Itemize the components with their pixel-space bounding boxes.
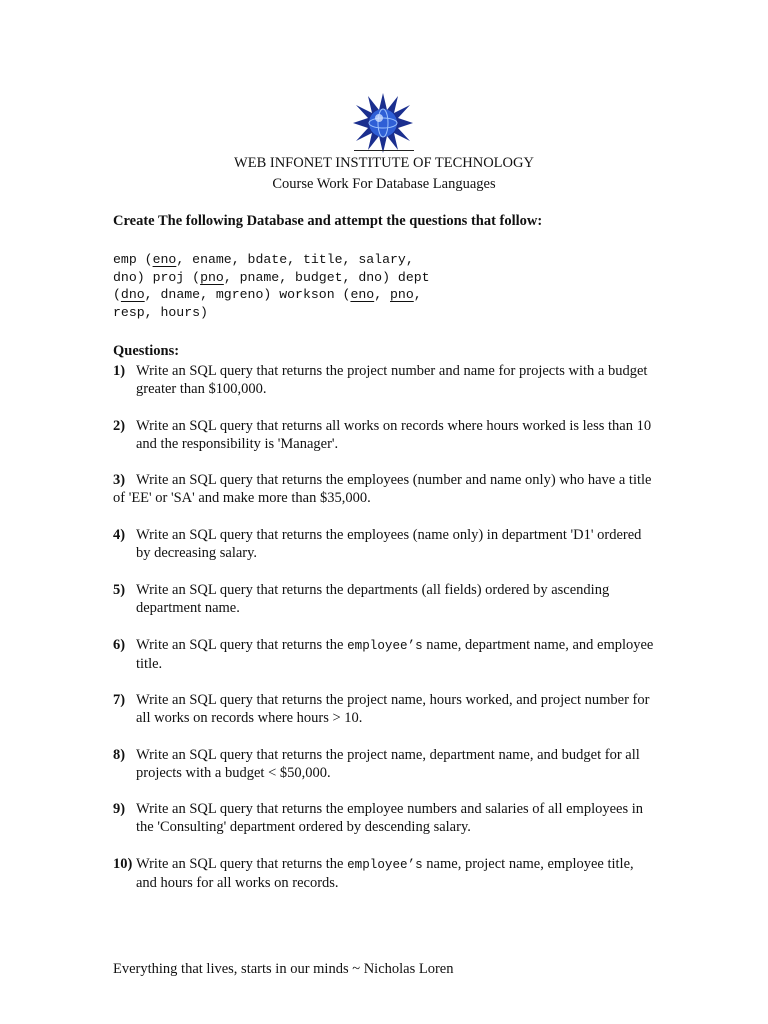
- schema-text: ,: [374, 287, 391, 303]
- question-number: 10): [113, 856, 133, 872]
- question-number: 8): [113, 747, 126, 763]
- schema-key: eno: [152, 252, 177, 267]
- question-item: [113, 581, 658, 618]
- question-text-mono: employee’s: [347, 639, 423, 653]
- course-title: Course Work For Database Languages: [272, 176, 496, 192]
- question-text: Write an SQL query that returns the project name, department name, and budget for all projects with a budget < $50,000.: [136, 747, 640, 782]
- question-number: 5): [113, 582, 126, 598]
- question-text: Write an SQL query that returns the project name, hours worked, and project number for all works on records where hours > 10.: [136, 692, 650, 727]
- schema-line: [113, 286, 553, 304]
- schema-key: eno: [350, 287, 375, 303]
- question-text: [113, 855, 658, 893]
- question-text: Write an SQL query that returns the departments (all fields) ordered by ascending department name.: [136, 582, 610, 617]
- schema-line: [113, 251, 553, 269]
- schema-line: [113, 269, 553, 287]
- question-number: 7): [113, 692, 126, 708]
- question-text-part: name, department name, and employee title.: [136, 637, 654, 673]
- schema-text: , dname, mgreno) workson (: [144, 287, 351, 303]
- question-item: [113, 855, 658, 893]
- schema-line: [113, 304, 553, 322]
- question-item: [113, 526, 658, 563]
- schema-text: ,: [413, 287, 422, 303]
- logo-underline: [354, 150, 414, 151]
- question-item: [113, 471, 658, 508]
- question-number: 3): [113, 472, 126, 488]
- footer-quote: Everything that lives, starts in our minds ~ Nicholas Loren: [113, 961, 454, 977]
- question-item: [113, 800, 658, 837]
- question-text: [113, 636, 658, 674]
- schema-text: resp, hours): [113, 305, 208, 321]
- question-number: 6): [113, 637, 126, 653]
- schema-text: (: [113, 287, 121, 303]
- question-number: 1): [113, 363, 126, 379]
- question-text-part: name, project name, employee title, and hours for all works on records.: [136, 856, 634, 892]
- question-text: Write an SQL query that returns the employees (number and name only) who have a title of 'EE' or 'SA' and make more than $35,000.: [113, 472, 652, 507]
- question-item: [113, 362, 658, 399]
- question-number: 2): [113, 418, 126, 434]
- schema-text: , pname, budget, dno) dept: [223, 269, 430, 285]
- schema-key: dno: [120, 287, 145, 303]
- question-text-part: Write an SQL query that returns the: [136, 856, 348, 872]
- logo-globe: [369, 109, 397, 137]
- institute-title: WEB INFONET INSTITUTE OF TECHNOLOGY: [234, 155, 534, 171]
- question-item: [113, 691, 658, 728]
- question-text: Write an SQL query that returns the project number and name for projects with a budget greater than $100,000.: [136, 363, 648, 398]
- database-schema: [113, 251, 553, 322]
- question-number: 4): [113, 527, 126, 543]
- question-item: [113, 636, 658, 674]
- instruction-heading: Create The following Database and attempt the questions that follow:: [113, 213, 543, 229]
- star-globe-logo: [352, 92, 414, 154]
- questions-heading: Questions:: [113, 343, 180, 359]
- question-item: [113, 746, 658, 783]
- question-text-mono: employee’s: [347, 858, 423, 872]
- schema-key: pno: [200, 269, 224, 285]
- question-item: [113, 417, 658, 454]
- question-number: 9): [113, 801, 126, 817]
- question-text: Write an SQL query that returns the employee numbers and salaries of all employees in the 'Consulting' department ordered by descending salary.: [136, 801, 644, 836]
- schema-text: emp (: [113, 252, 153, 267]
- question-text: Write an SQL query that returns all works on records where hours worked is less than 10 and the responsibility is 'Manager'.: [136, 418, 652, 453]
- question-text-part: Write an SQL query that returns the: [136, 637, 348, 653]
- question-text: Write an SQL query that returns the employees (name only) in department 'D1' ordered by decreasing salary.: [136, 527, 642, 562]
- schema-text: , ename, bdate, title, salary,: [176, 252, 414, 267]
- schema-key: pno: [390, 287, 414, 303]
- schema-text: dno) proj (: [113, 269, 201, 285]
